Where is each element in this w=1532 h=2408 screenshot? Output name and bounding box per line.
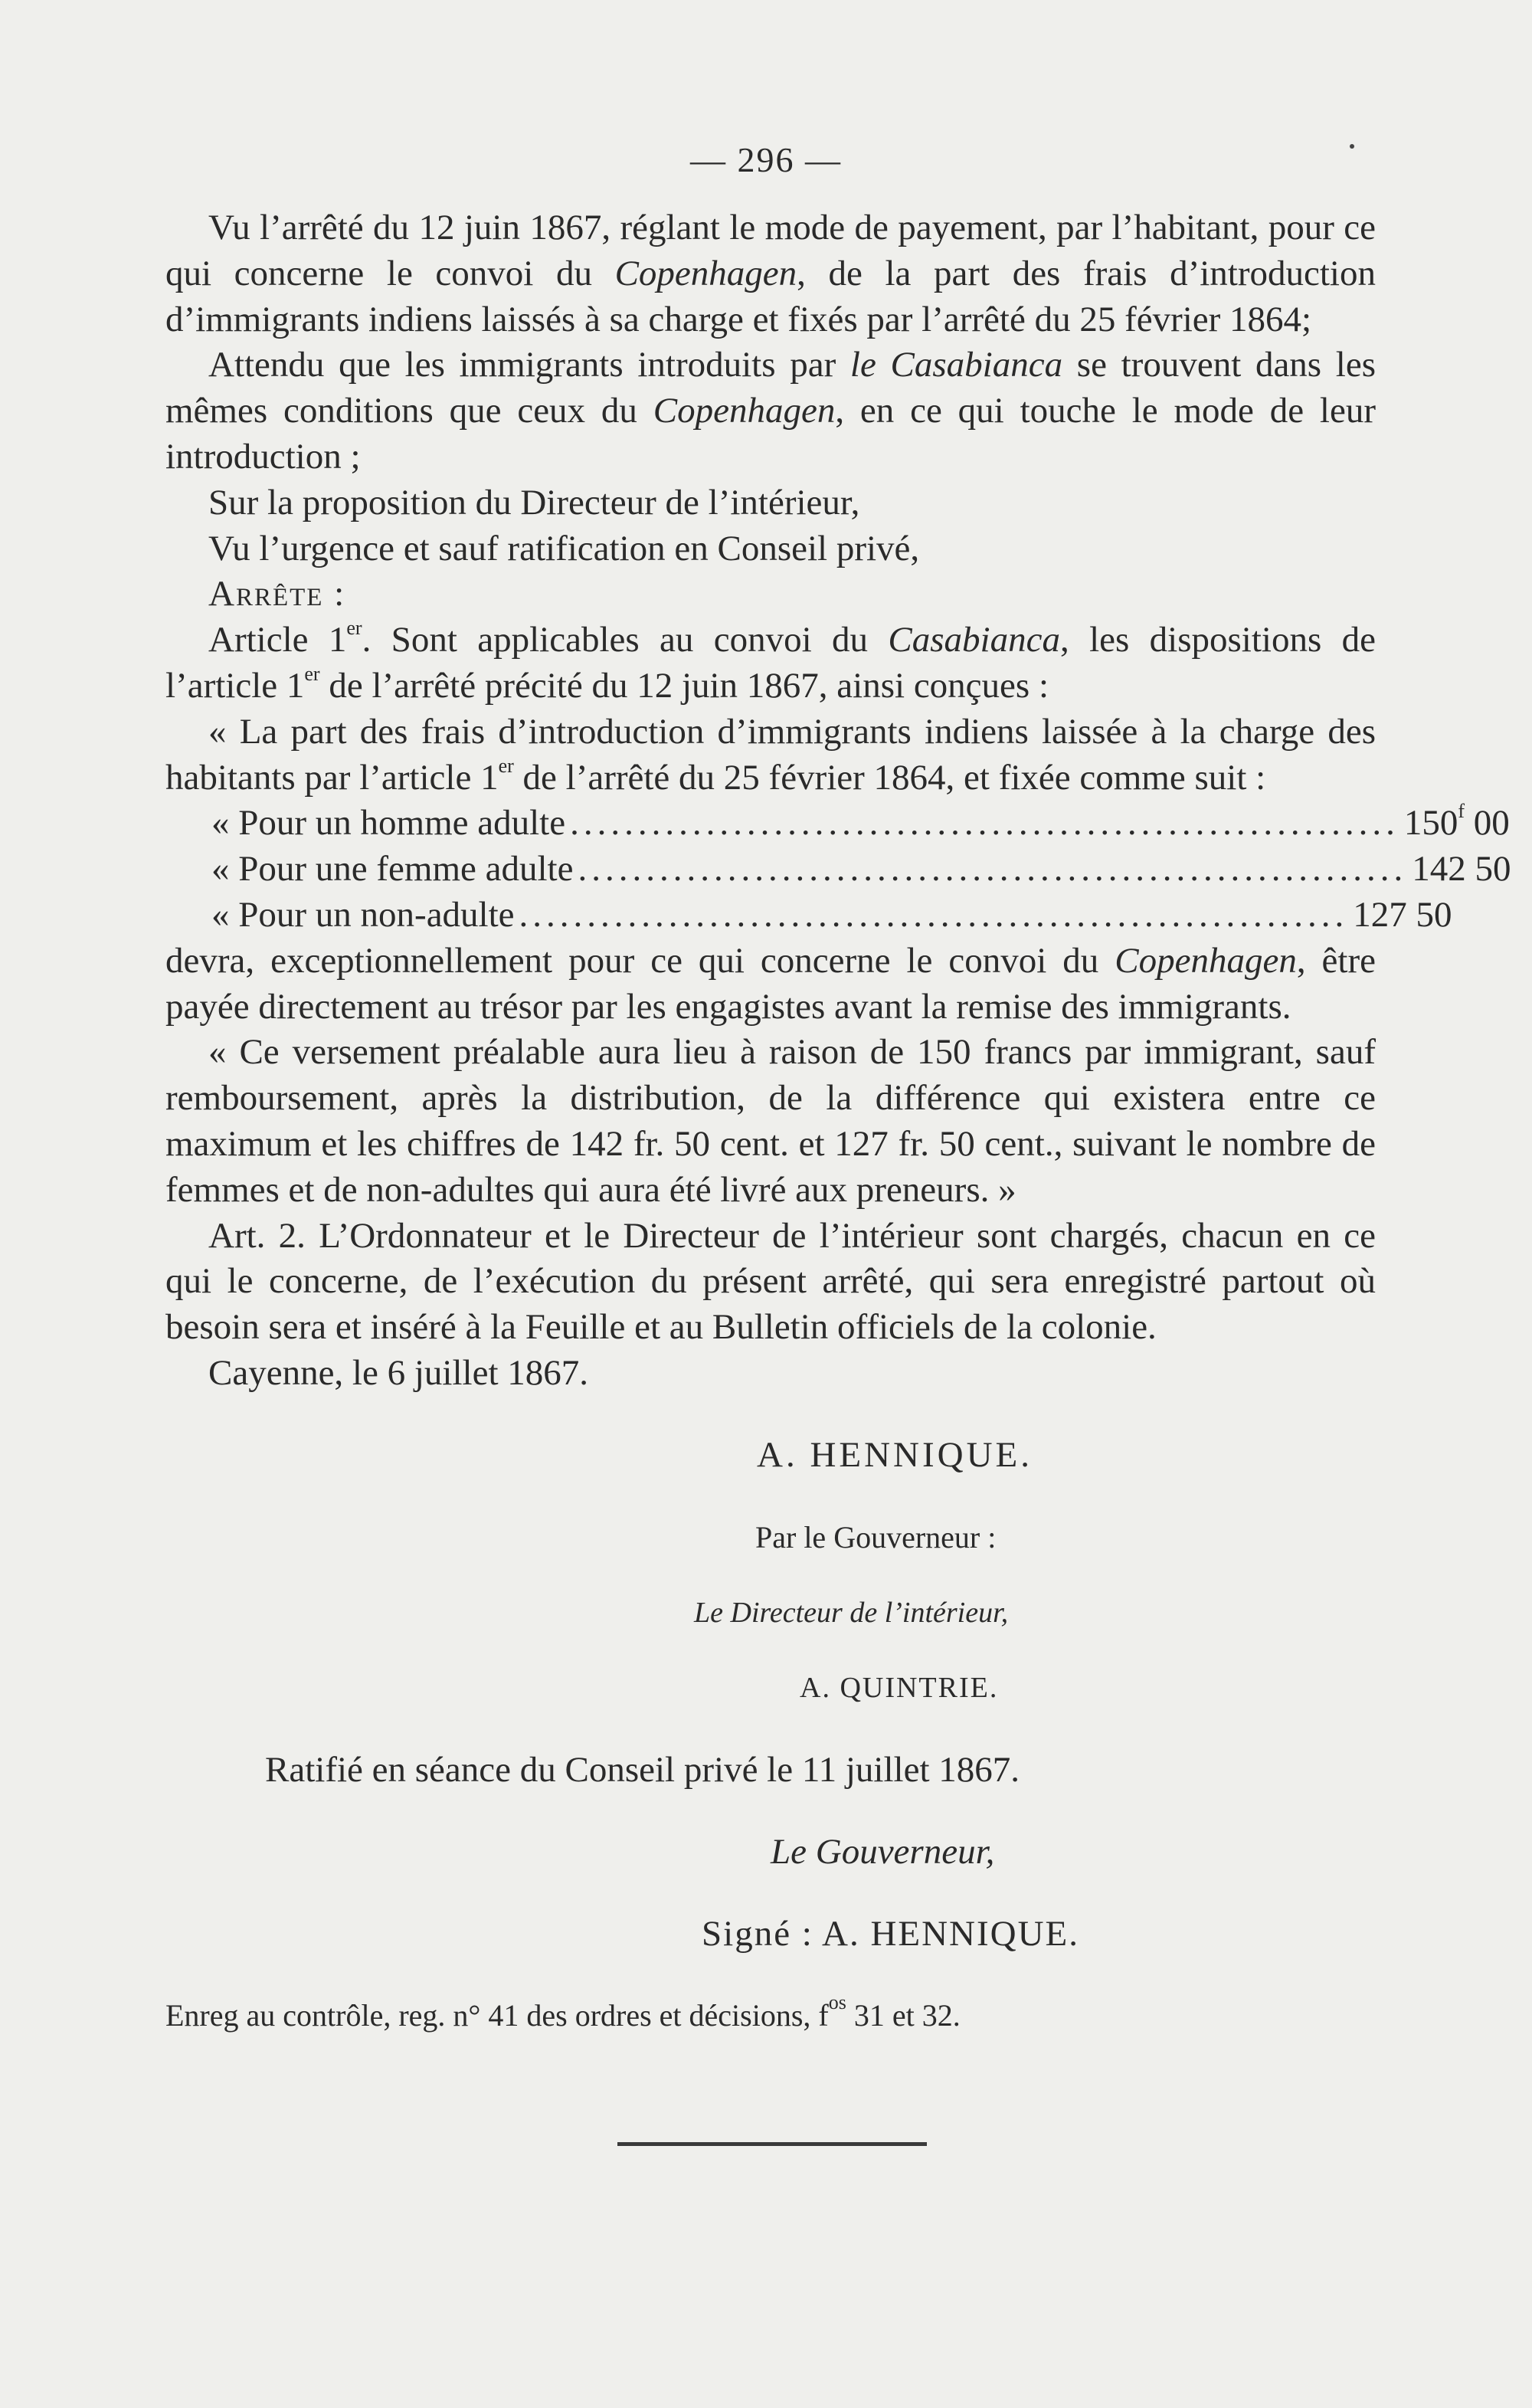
ship-name: Copenhagen: [653, 391, 836, 431]
text-run: devra, exceptionnellement pour ce qui concerne le convoi du: [165, 940, 1115, 981]
rate-row-homme: [165, 800, 1510, 847]
rate-label: « Pour un non-adulte: [211, 894, 515, 935]
ship-name: Copenhagen: [614, 253, 797, 293]
ship-name: le Casabianca: [849, 345, 1063, 385]
speck-mark: [1350, 144, 1354, 149]
amount-francs: 142: [1412, 849, 1466, 889]
rate-amount: [1412, 847, 1511, 893]
signature-signe: Signé : A. HENNIQUE.: [702, 1913, 1079, 1954]
text-run: « La part des frais d’introduction d’immigrants indiens laissée à la charge des habitants par l’article 1: [165, 711, 1376, 798]
text-run: Vu l’arrêté du 12 juin 1867, réglant le mode de payement, par l’habitant, pour ce qui concerne le convoi du: [165, 208, 1376, 293]
amount-francs: 150: [1403, 803, 1458, 844]
par-le-gouverneur: Par le Gouverneur :: [755, 1519, 997, 1555]
paragraph-vu-arrete: [165, 205, 1376, 342]
rate-amount: [1404, 801, 1510, 847]
leader-dots: .............................................................: [570, 803, 1399, 844]
rate-row-femme: [165, 847, 1511, 893]
text-run: , en ce qui touche le mode de leur introduction ;: [165, 391, 1376, 477]
quote-versement: « Ce versement préalable aura lieu à raison de 150 francs par immigrant, sauf remboursement, après la distribution, de la différence qui existera entre ce maximum et les chiffres de 142 fr. 50 cent. et 127 fr. 50 cent., suivant le nombre de femmes et de non-adultes qui aura été livré aux preneurs. »: [165, 1032, 1376, 1210]
amount-cents: 00: [1465, 803, 1510, 844]
text-run: 31 et 32.: [846, 1998, 961, 2033]
signature-governor: A. HENNIQUE.: [757, 1434, 1033, 1475]
date-line: Cayenne, le 6 juillet 1867.: [208, 1352, 589, 1393]
text-run: Attendu que les immigrants introduits par: [208, 345, 850, 385]
document-body: [165, 205, 1511, 2069]
rate-label: « Pour une femme adulte: [211, 849, 574, 889]
superscript: er: [346, 617, 362, 640]
amount-cents: 50: [1465, 849, 1511, 889]
directeur-title: Le Directeur de l’intérieur,: [694, 1597, 1009, 1630]
article-1: [165, 618, 1376, 709]
text-run: , de la part des frais d’introduction d’immigrants indiens laissés à sa charge et fixés par l’arrêté du 25 février 1864;: [165, 253, 1376, 339]
text-run: , les dispositions de l’article 1: [165, 620, 1376, 706]
text-run: de l’arrêté précité du 12 juin 1867, ainsi conçues :: [319, 665, 1049, 706]
gouverneur-title: Le Gouverneur,: [771, 1831, 995, 1872]
paragraph-proposition: Sur la proposition du Directeur de l’intérieur,: [208, 482, 860, 523]
text-run: se trouvent dans les mêmes conditions que ceux du: [165, 345, 1376, 431]
ratification-line: Ratifié en séance du Conseil privé le 11 juillet 1867.: [265, 1749, 1020, 1790]
heading-arrete: Arrête :: [208, 574, 346, 614]
quote-part-des-frais: [165, 709, 1376, 801]
signature-director: A. QUINTRIE.: [800, 1672, 999, 1705]
text-run: . Sont applicables au convoi du: [362, 620, 889, 660]
page-number: — 296 —: [690, 140, 842, 179]
superscript: os: [828, 1991, 846, 2014]
end-rule: [617, 2142, 927, 2146]
ship-name: Casabianca: [888, 620, 1060, 660]
leader-dots: .............................................................: [519, 894, 1349, 935]
paragraph-urgence: Vu l’urgence et sauf ratification en Conseil privé,: [208, 528, 920, 568]
article-2: Art. 2. L’Ordonnateur et le Directeur de l’intérieur sont chargés, chacun en ce qui le concerne, de l’exécution du présent arrêté, qui sera enregistré partout où besoin sera et inséré à la Feuille et au Bulletin officiels de la colonie.: [165, 1215, 1376, 1348]
ship-name: Copenhagen: [1115, 940, 1297, 981]
rate-row-non-adulte: [165, 893, 1452, 939]
rate-label: « Pour un homme adulte: [211, 803, 566, 844]
superscript: er: [304, 662, 320, 685]
amount-cents: 50: [1406, 894, 1452, 935]
paragraph-devra: [165, 939, 1376, 1030]
superscript: f: [1458, 800, 1465, 823]
paragraph-attendu: [165, 342, 1376, 480]
rate-amount: [1353, 893, 1452, 939]
registration-line: [165, 1993, 1376, 2039]
text-run: Article 1: [208, 620, 347, 660]
text-run: de l’arrêté du 25 février 1864, et fixée comme suit :: [513, 757, 1266, 798]
leader-dots: .............................................................: [578, 849, 1408, 889]
text-run: Enreg au contrôle, reg. n° 41 des ordres et décisions, f: [165, 1998, 829, 2033]
amount-francs: 127: [1353, 894, 1407, 935]
superscript: er: [498, 754, 514, 777]
text-run: , être payée directement au trésor par les engagistes avant la remise des immigrants.: [165, 940, 1376, 1027]
